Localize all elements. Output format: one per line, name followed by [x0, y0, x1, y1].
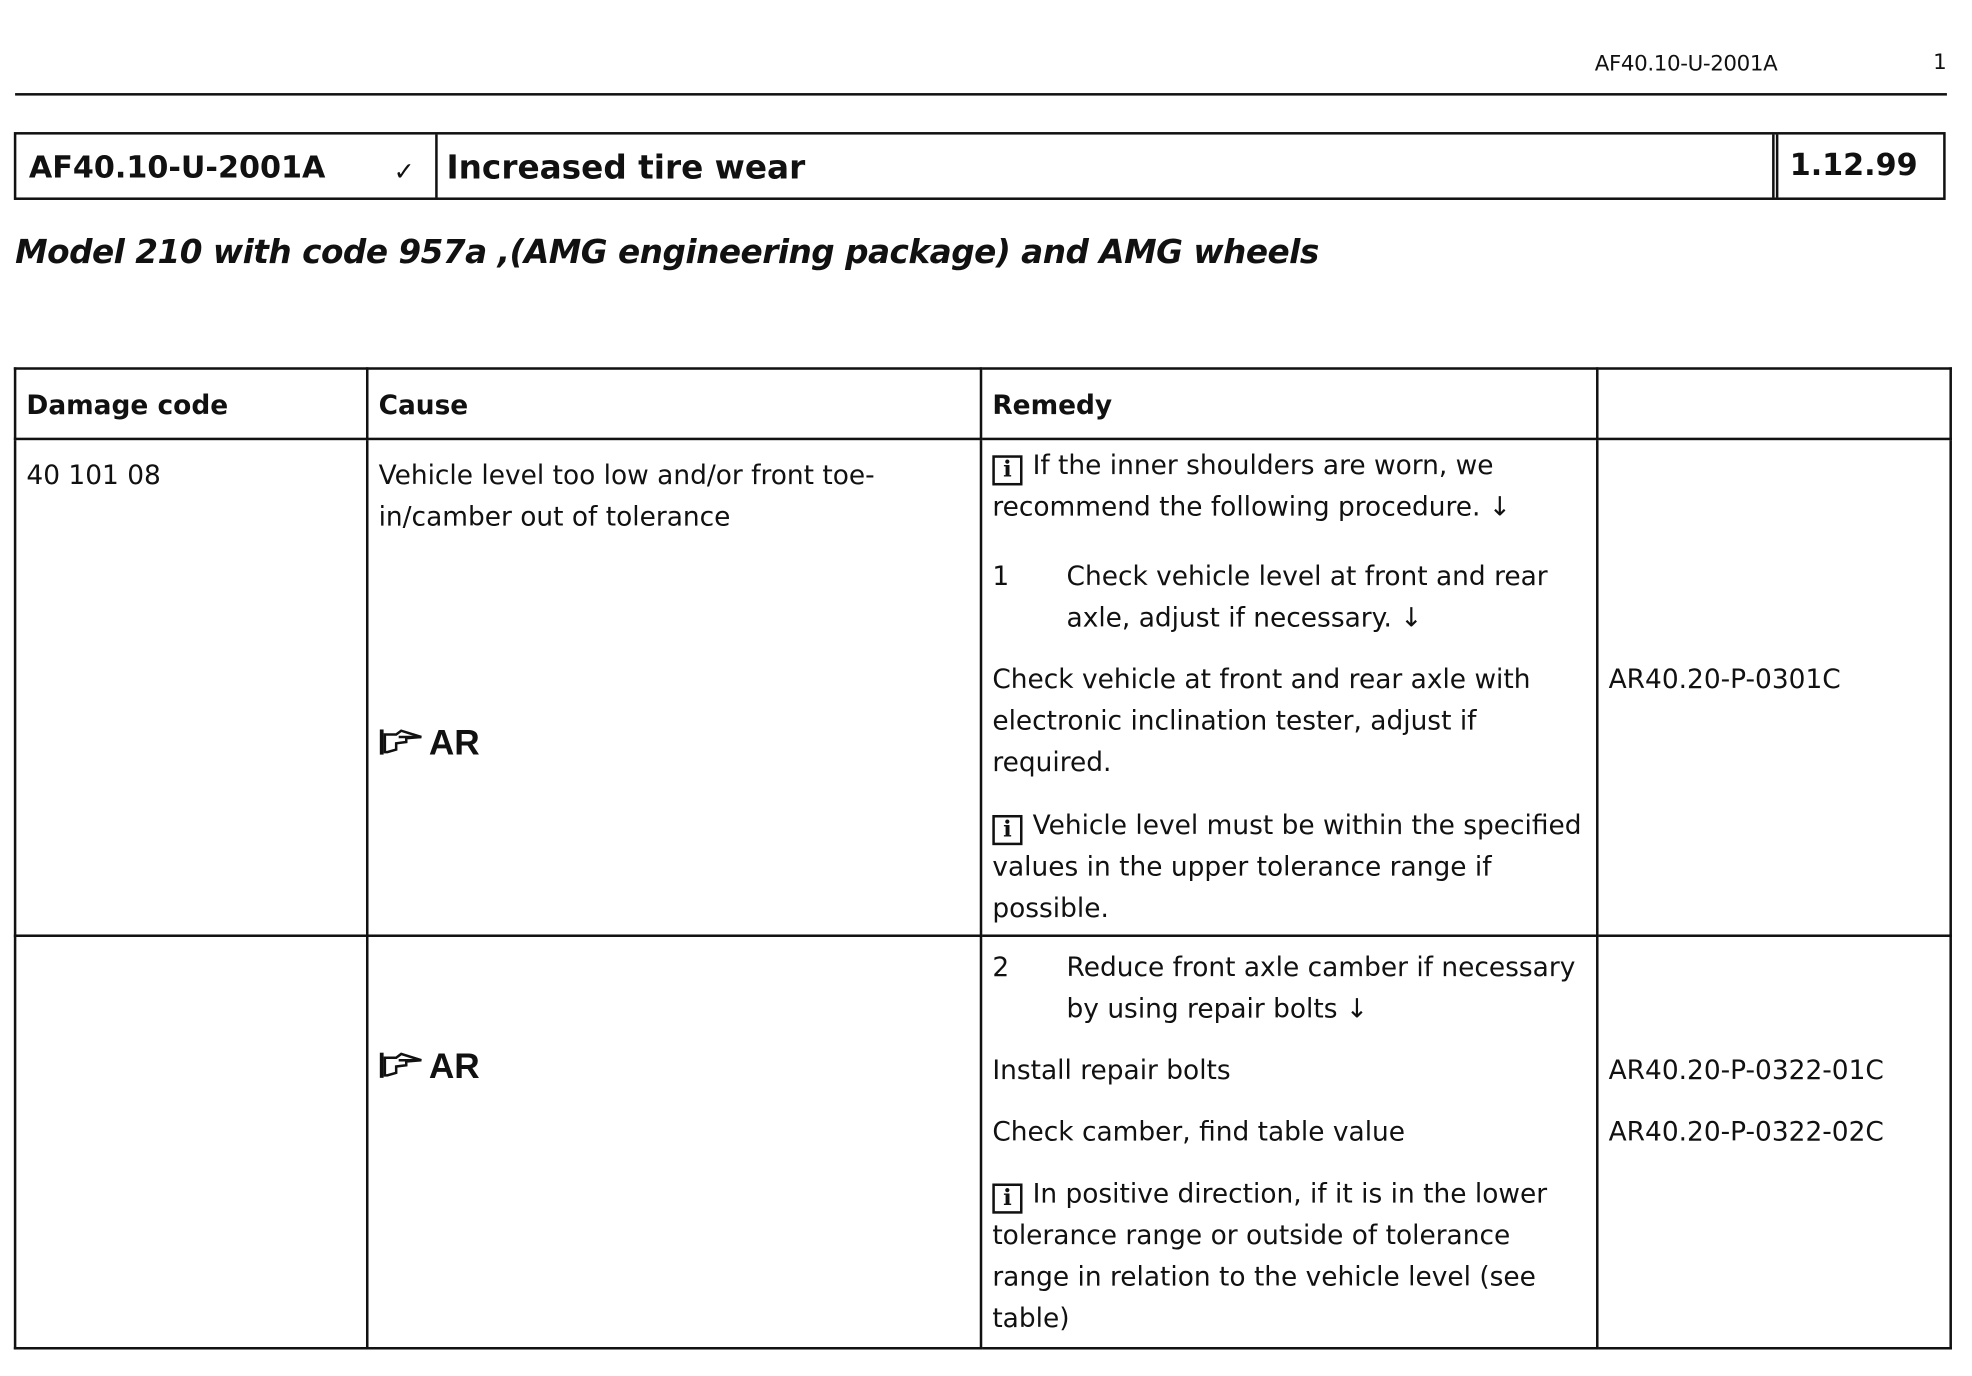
- info-icon: i: [992, 455, 1022, 485]
- doc-reference-link[interactable]: AR40.20-P-0301C: [1608, 664, 1841, 695]
- title-bar: [14, 132, 1946, 200]
- pointing-hand-icon: [379, 727, 427, 757]
- remedy-step: [992, 556, 1586, 639]
- doc-reference-link[interactable]: AR40.20-P-0322-01C: [1608, 1055, 1884, 1086]
- doc-reference-link[interactable]: AR40.20-P-0322-02C: [1608, 1116, 1884, 1148]
- doc-ref-cell: [1597, 936, 1950, 1349]
- document-title: Increased tire wear: [446, 149, 806, 188]
- pointing-hand-icon: [379, 1050, 427, 1080]
- column-header-doc: [1597, 369, 1950, 439]
- cause-text: Vehicle level too low and/or front toe-in/camber out of tolerance: [378, 460, 875, 533]
- page-header-code: AF40.10-U-2001A: [1594, 51, 1778, 77]
- damage-code: 40 101 08: [26, 460, 161, 491]
- remedy-cell: [981, 936, 1597, 1349]
- remedy-note: [992, 805, 1586, 930]
- cause-reference-label: AR: [428, 723, 480, 763]
- title-code: AF40.10-U-2001A: [28, 149, 326, 185]
- info-icon: i: [992, 1183, 1022, 1213]
- date-divider: [1772, 135, 1778, 198]
- step-text: Check vehicle level at front and rear axle, adjust if necessary. ↓: [1066, 560, 1548, 633]
- column-header-cause: Cause: [367, 369, 981, 439]
- title-divider: [435, 135, 438, 198]
- header-rule: [15, 93, 1947, 96]
- table-row: [15, 936, 1951, 1349]
- check-mark-icon: ✓: [393, 155, 415, 187]
- model-subtitle: Model 210 with code 957a ,(AMG engineering package) and AMG wheels: [15, 233, 1319, 272]
- cause-reference-label: AR: [428, 1046, 480, 1086]
- doc-ref-cell: [1597, 439, 1950, 936]
- table-row: [15, 439, 1951, 936]
- remedy-action: Check vehicle at front and rear axle with electronic inclination tester, adjust if required.: [992, 664, 1531, 778]
- remedy-action: Check camber, find table value: [992, 1116, 1406, 1148]
- step-number: 1: [992, 560, 1010, 592]
- damage-table: [14, 367, 1952, 1349]
- cause-reference: [379, 1045, 480, 1087]
- page-number: 1: [1933, 50, 1947, 76]
- remedy-step: [992, 947, 1586, 1030]
- remedy-note-text: In positive direction, if it is in the lower tolerance range or outside of tolerance range in relation to the vehicle level (see table): [992, 1178, 1548, 1334]
- table-header-row: [15, 369, 1951, 439]
- remedy-action: Install repair bolts: [992, 1055, 1231, 1086]
- cause-cell: [367, 439, 981, 936]
- remedy-note-text: Vehicle level must be within the specified values in the upper tolerance range if possible.: [992, 809, 1582, 924]
- document-date: 1.12.99: [1789, 147, 1918, 183]
- info-icon: i: [992, 815, 1022, 845]
- remedy-note: [992, 445, 1586, 528]
- column-header-remedy: Remedy: [981, 369, 1597, 439]
- column-header-damage-code: Damage code: [15, 369, 367, 439]
- remedy-cell: [981, 439, 1597, 936]
- cause-cell: [367, 936, 981, 1349]
- damage-code-cell: [15, 439, 367, 936]
- cause-reference: [379, 722, 480, 764]
- remedy-note-text: If the inner shoulders are worn, we recommend the following procedure. ↓: [992, 450, 1511, 522]
- damage-code-cell: [15, 936, 367, 1349]
- step-text: Reduce front axle camber if necessary by using repair bolts ↓: [1066, 952, 1576, 1024]
- remedy-note: [992, 1173, 1586, 1339]
- step-number: 2: [992, 952, 1010, 983]
